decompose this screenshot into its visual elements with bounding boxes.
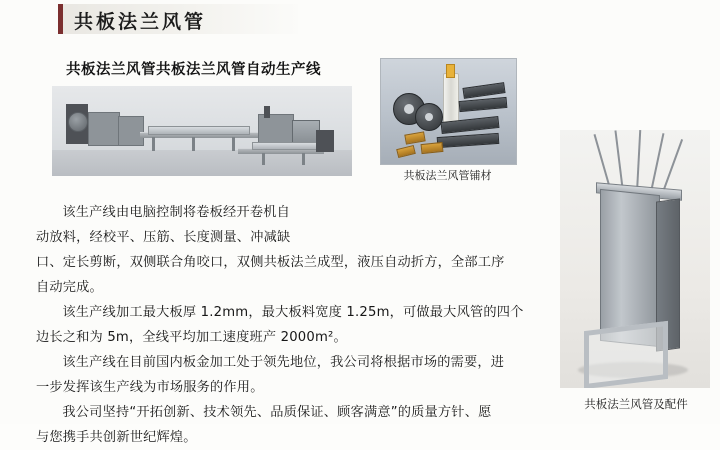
punch-unit bbox=[118, 116, 144, 146]
control-post bbox=[264, 106, 270, 118]
support-rod bbox=[662, 139, 683, 192]
material-photo-caption: 共板法兰风管铺材 bbox=[403, 169, 492, 182]
tape-roll-core bbox=[404, 104, 414, 114]
duct-frame-accessory bbox=[584, 321, 668, 388]
page-title: 共板法兰风管 bbox=[74, 11, 207, 33]
rail-leg bbox=[192, 137, 195, 151]
tape-roll-core bbox=[425, 113, 433, 121]
support-rod bbox=[614, 130, 624, 192]
production-line-photo bbox=[52, 86, 352, 176]
paragraph-3-line-1: 该生产线在目前国内板金加工处于领先地位，我公司将根据市场的需要，进 bbox=[62, 355, 505, 370]
sealant-tube bbox=[443, 73, 459, 123]
paragraph-2-line-2: 边长之和为 5m，全线平均加工速度班产 2000m²。 bbox=[36, 330, 347, 345]
rail-leg bbox=[262, 153, 265, 165]
paragraph-1-line-2: 动放料，经校平、压筋、长度测量、冲减缺 bbox=[36, 230, 291, 245]
flange-bar bbox=[459, 97, 508, 112]
paragraph-3-line-2: 一步发挥该生产线为市场服务的作用。 bbox=[36, 380, 264, 395]
paragraph-2-line-1: 该生产线加工最大板厚 1.2mm，最大板料宽度 1.25m，可做最大风管的四个 bbox=[62, 305, 524, 320]
leveler-unit bbox=[88, 112, 120, 146]
paragraph-1-line-3: 口、定长剪断，双侧联合角咬口，双侧共板法兰成型，液压自动折方，全部工序 bbox=[36, 255, 505, 270]
section-subtitle: 共板法兰风管共板法兰风管自动生产线 bbox=[66, 62, 321, 78]
duct-photo-caption: 共板法兰风管及配件 bbox=[584, 397, 688, 411]
rail-leg bbox=[152, 137, 155, 151]
paragraph-1-line-4: 自动完成。 bbox=[36, 280, 103, 295]
paragraph-4-line-1: 我公司坚持“开拓创新、技术领先、品质保证、顾客满意”的质量方针、愿 bbox=[62, 405, 492, 420]
corner-clip bbox=[396, 145, 416, 158]
body-text-block bbox=[36, 200, 556, 450]
support-rod bbox=[636, 130, 641, 192]
tape-roll bbox=[415, 103, 443, 131]
rail-leg bbox=[302, 153, 305, 165]
paragraph-1-line-1: 该生产线由电脑控制将卷板经开卷机自 bbox=[62, 205, 290, 220]
sheet-metal bbox=[148, 126, 250, 135]
corner-clip bbox=[404, 131, 425, 144]
material-photo bbox=[380, 58, 517, 165]
flange-bar bbox=[437, 133, 500, 148]
sealant-tube-cap bbox=[446, 64, 455, 78]
paragraph-4-line-2: 与您携手共创新世纪辉煌。 bbox=[36, 430, 197, 445]
duct-photo bbox=[560, 130, 710, 388]
header-accent-bar bbox=[58, 4, 63, 34]
corner-clip bbox=[421, 142, 444, 154]
support-rod bbox=[650, 133, 664, 192]
flange-bar bbox=[462, 82, 505, 99]
rail-leg bbox=[232, 137, 235, 151]
output-sheet bbox=[252, 142, 326, 150]
bender-unit bbox=[316, 130, 334, 152]
coil-roll bbox=[68, 112, 88, 132]
